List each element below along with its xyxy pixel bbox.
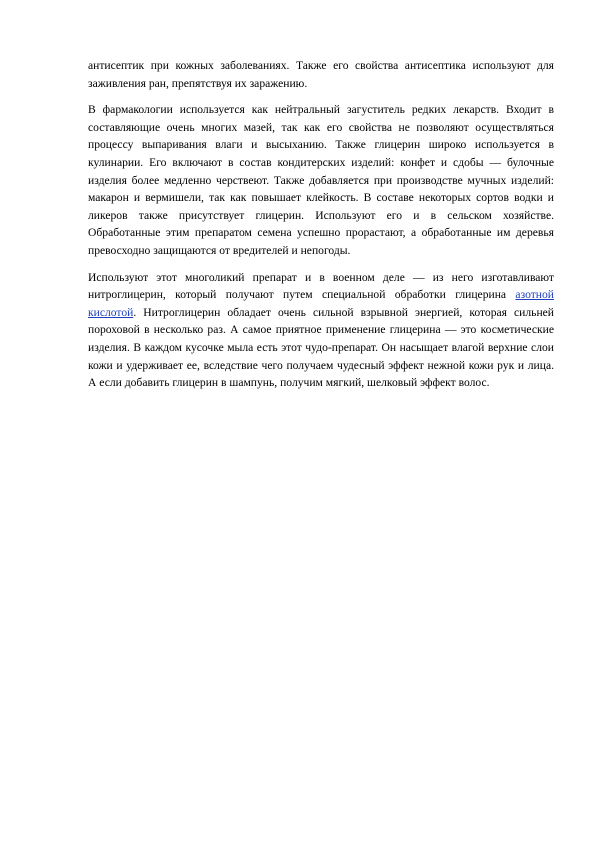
paragraph-antiseptic: антисептик при кожных заболеваниях. Также его свойства антисептика используют для заживления ран, препятствуя их заражению. — [88, 59, 554, 90]
paragraph-military-cosmetics — [88, 269, 554, 392]
paragraph-pharmacology: В фармакологии используется как нейтральный загуститель редких лекарств. Входит в составляющие очень многих мазей, так как его свойства не позволяют осуществляться процессу выпаривания влаги и высыханию. Также глицерин широко используется в кулинарии. Его включают в состав кондитерских изделий: конфет и сдобы — булочные изделия более медленно черствеют. Также добавляется при производстве мучных изделий: макарон и вермишели, так как повышает клейкость. В составе некоторых сортов водки и ликеров также присутствует глицерин. Используют его и в сельском хозяйстве. Обработанные этим препаратом семена успешно прорастают, а обработанные им деревья превосходно защищаются от вредителей и непогоды. — [88, 103, 554, 257]
document-body — [88, 57, 554, 401]
paragraph-text-before-link: Используют этот многоликий препарат и в военном деле — из него изготавливают нитроглицерин, который получают путем специальной обработки глицерина — [88, 270, 554, 302]
paragraph-text-after-link: . Нитроглицерин обладает очень сильной взрывной энергией, которая сильней пороховой в несколько раз. А самое приятное применение глицерина — это косметические изделия. В каждом кусочке мыла есть этот чудо-препарат. Он насыщает влагой верхние слои кожи и удерживает ее, вследствие чего получаем чудесный эффект нежной кожи рук и лица. А если добавить глицерин в шампунь, получим мягкий, шелковый эффект волос. — [88, 305, 554, 390]
nitric-acid-link[interactable]: азотной кислотой — [88, 288, 554, 319]
